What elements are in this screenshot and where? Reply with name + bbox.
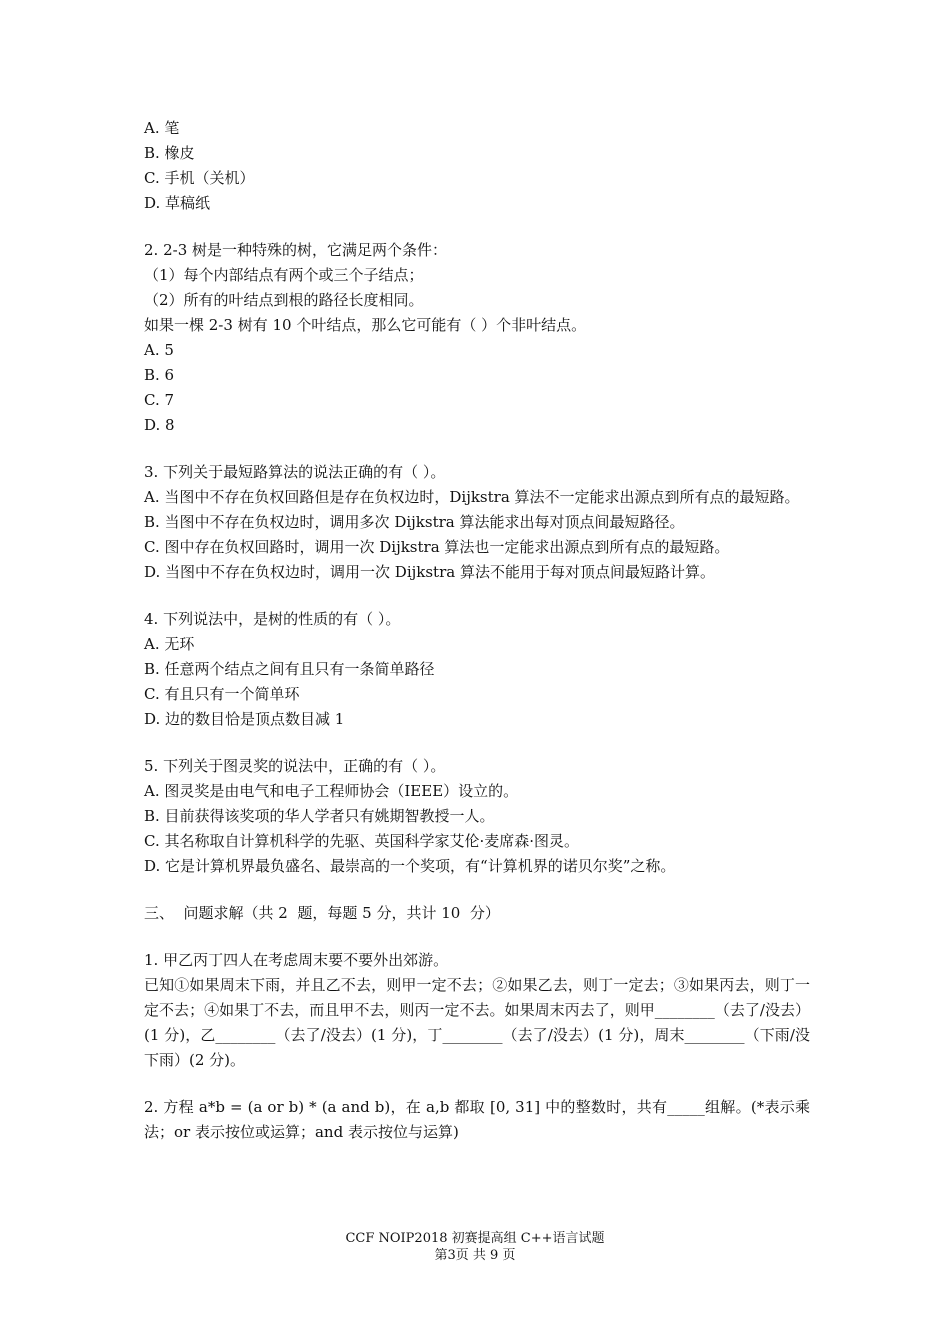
q2-condition-2: （2）所有的叶结点到根的路径长度相同。: [144, 291, 424, 309]
footer-page-number: 第3页 共 9 页: [434, 1248, 516, 1263]
q1-option-c: C. 手机（关机）: [144, 169, 255, 187]
p1-stem: 1. 甲乙丙丁四人在考虑周末要不要外出郊游。: [144, 951, 449, 969]
q3-stem: 3. 下列关于最短路算法的说法正确的有（ ）。: [144, 463, 446, 481]
question-3: [144, 460, 810, 585]
page-footer: [0, 1230, 950, 1264]
q4-option-a: A. 无环: [144, 635, 195, 653]
footer-title: CCF NOIP2018 初赛提高组 C++语言试题: [345, 1231, 605, 1246]
q3-option-c: C. 图中存在负权回路时，调用一次 Dijkstra 算法也一定能求出源点到所有点的最短路。: [144, 538, 730, 556]
q2-option-d: D. 8: [144, 416, 175, 434]
q4-option-c: C. 有且只有一个简单环: [144, 685, 300, 703]
page-content: [144, 116, 810, 1145]
q5-option-a: A. 图灵奖是由电气和电子工程师协会（IEEE）设立的。: [144, 782, 519, 800]
q1-options: [144, 116, 810, 216]
q2-stem: 2. 2-3 树是一种特殊的树，它满足两个条件：: [144, 241, 448, 259]
q2-option-c: C. 7: [144, 391, 175, 409]
q5-stem: 5. 下列关于图灵奖的说法中，正确的有（ ）。: [144, 757, 446, 775]
q2-condition-1: （1）每个内部结点有两个或三个子结点；: [144, 266, 424, 284]
p1-body: 已知①如果周末下雨，并且乙不去，则甲一定不去；②如果乙去，则丁一定去；③如果丙去，则丁一定不去；④如果丁不去，而且甲不去，则丙一定不去。如果周末丙去了，则甲________（去了/没去）(1 分)，乙________（去了/没去）(1 分)，丁________（去了/没去）(1 分)，周末________（下雨/没下雨）(2 分)。: [144, 976, 810, 1069]
q2-option-a: A. 5: [144, 341, 174, 359]
problem-1: [144, 948, 810, 1073]
question-5: [144, 754, 810, 879]
q3-option-d: D. 当图中不存在负权边时，调用一次 Dijkstra 算法不能用于每对顶点间最短路计算。: [144, 563, 715, 581]
q1-option-d: D. 草稿纸: [144, 194, 211, 212]
p2-body: 2. 方程 a*b = (a or b) * (a and b)，在 a,b 都取 [0, 31] 中的整数时，共有_____组解。(*表示乘法；or 表示按位或运算；and 表示按位与运算): [144, 1098, 810, 1141]
q2-option-b: B. 6: [144, 366, 175, 384]
q4-option-b: B. 任意两个结点之间有且只有一条简单路径: [144, 660, 435, 678]
q1-option-a: A. 笔: [144, 119, 180, 137]
q3-option-b: B. 当图中不存在负权边时，调用多次 Dijkstra 算法能求出每对顶点间最短路径。: [144, 513, 685, 531]
q5-option-d: D. 它是计算机界最负盛名、最崇高的一个奖项，有“计算机界的诺贝尔奖”之称。: [144, 857, 676, 875]
q5-option-b: B. 目前获得该奖项的华人学者只有姚期智教授一人。: [144, 807, 495, 825]
section-3-title: 三、 问题求解（共 2 题，每题 5 分，共计 10 分）: [144, 904, 500, 922]
question-2: [144, 238, 810, 438]
q3-option-a: A. 当图中不存在负权回路但是存在负权边时，Dijkstra 算法不一定能求出源点到所有点的最短路。: [144, 488, 800, 506]
q4-option-d: D. 边的数目恰是顶点数目减 1: [144, 710, 345, 728]
q5-option-c: C. 其名称取自计算机科学的先驱、英国科学家艾伦·麦席森·图灵。: [144, 832, 580, 850]
q1-option-b: B. 橡皮: [144, 144, 195, 162]
q4-stem: 4. 下列说法中，是树的性质的有（ ）。: [144, 610, 401, 628]
problem-2: [144, 1095, 810, 1145]
question-4: [144, 607, 810, 732]
q2-question: 如果一棵 2-3 树有 10 个叶结点，那么它可能有（ ）个非叶结点。: [144, 316, 587, 334]
